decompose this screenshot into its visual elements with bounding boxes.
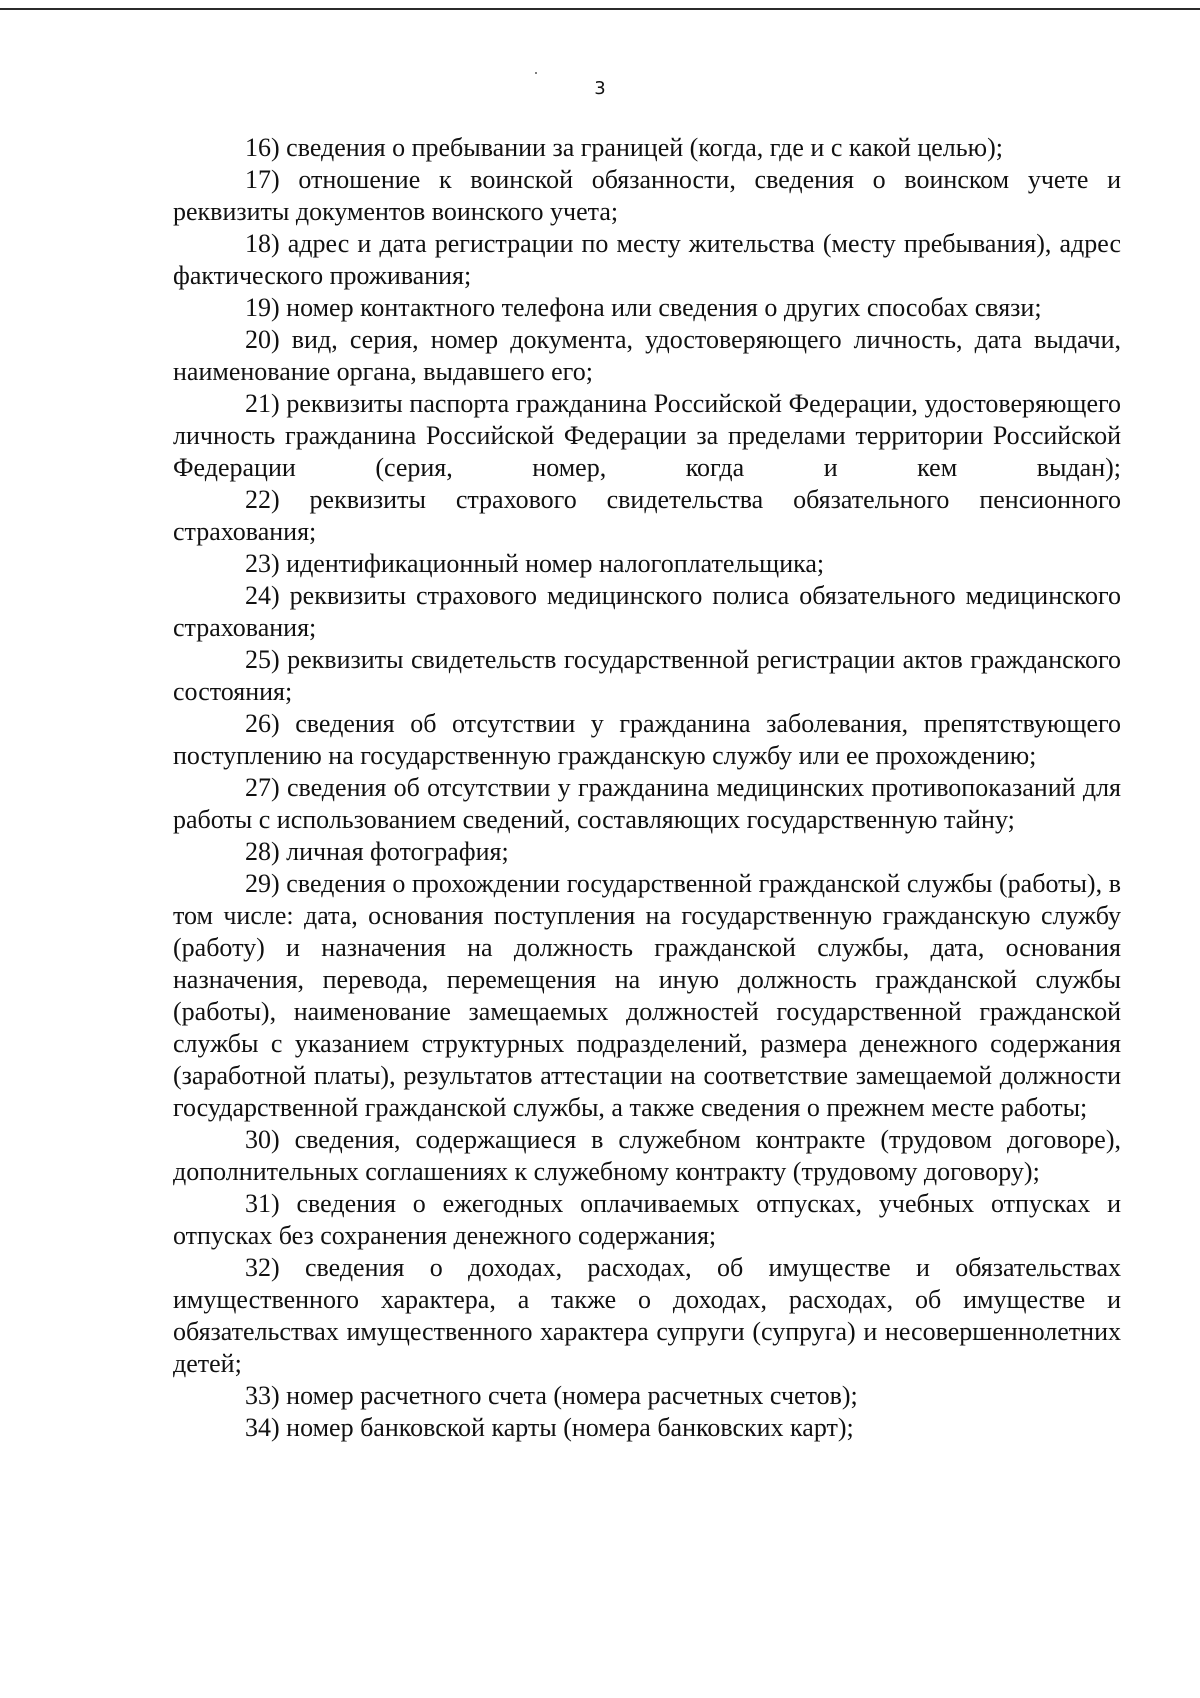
- list-item: 23) идентификационный номер налогоплательщика;: [245, 549, 825, 578]
- list-item: 34) номер банковской карты (номера банковских карт);: [245, 1413, 854, 1442]
- list-item: 19) номер контактного телефона или сведения о других способах связи;: [245, 293, 1042, 322]
- list-item: 32) сведения о доходах, расходах, об имуществе и обязательствах имущественного характера, а также о доходах, расходах, об имуществе и обязательствах имущественного характера супруги (супруга) и несовершеннолетних детей;: [173, 1253, 1121, 1378]
- list-item: 26) сведения об отсутствии у гражданина заболевания, препятствующего поступлению на государственную гражданскую службу или ее прохождению;: [173, 709, 1121, 770]
- list-item: 29) сведения о прохождении государственной гражданской службы (работы), в том числе: дата, основания поступления на государственную гражданскую службу (работу) и назначения на должность гражданской службы, дата, основания назначения, перевода, перемещения на иную должность гражданской службы (работы), наименование замещаемых должностей государственной гражданской службы с указанием структурных подразделений, размера денежного содержания (заработной платы), результатов аттестации на соответствие замещаемой должности государственной гражданской службы, а также сведения о прежнем месте работы;: [173, 869, 1121, 1122]
- scan-top-edge: [0, 0, 1200, 10]
- list-item: 20) вид, серия, номер документа, удостоверяющего личность, дата выдачи, наименование органа, выдавшего его;: [173, 325, 1121, 386]
- list-item: 25) реквизиты свидетельств государственной регистрации актов гражданского состояния;: [173, 645, 1121, 706]
- list-item: 31) сведения о ежегодных оплачиваемых отпусках, учебных отпусках и отпусках без сохранения денежного содержания;: [173, 1189, 1121, 1250]
- list-item: 17) отношение к воинской обязанности, сведения о воинском учете и реквизиты документов воинского учета;: [173, 165, 1121, 226]
- list-item: 22) реквизиты страхового свидетельства обязательного пенсионного страхования;: [173, 485, 1121, 546]
- page-number: 3: [594, 78, 606, 99]
- list-item: 24) реквизиты страхового медицинского полиса обязательного медицинского страхования;: [173, 581, 1121, 642]
- list-item: 16) сведения о пребывании за границей (когда, где и с какой целью);: [245, 133, 1003, 162]
- list-item: 18) адрес и дата регистрации по месту жительства (месту пребывания), адрес фактического проживания;: [173, 229, 1121, 290]
- scan-speck: [535, 72, 537, 74]
- list-item: 21) реквизиты паспорта гражданина Российской Федерации, удостоверяющего личность гражданина Российской Федерации за пределами территории Российской Федерации (серия, номер, когда и кем выдан);: [173, 389, 1121, 482]
- list-item: 27) сведения об отсутствии у гражданина медицинских противопоказаний для работы с использованием сведений, составляющих государственную тайну;: [173, 773, 1121, 834]
- list-item: 28) личная фотография;: [245, 837, 509, 866]
- document-body: [173, 132, 1121, 1444]
- list-item: 33) номер расчетного счета (номера расчетных счетов);: [245, 1381, 858, 1410]
- list-item: 30) сведения, содержащиеся в служебном контракте (трудовом договоре), дополнительных соглашениях к служебному контракту (трудовому договору);: [173, 1125, 1121, 1186]
